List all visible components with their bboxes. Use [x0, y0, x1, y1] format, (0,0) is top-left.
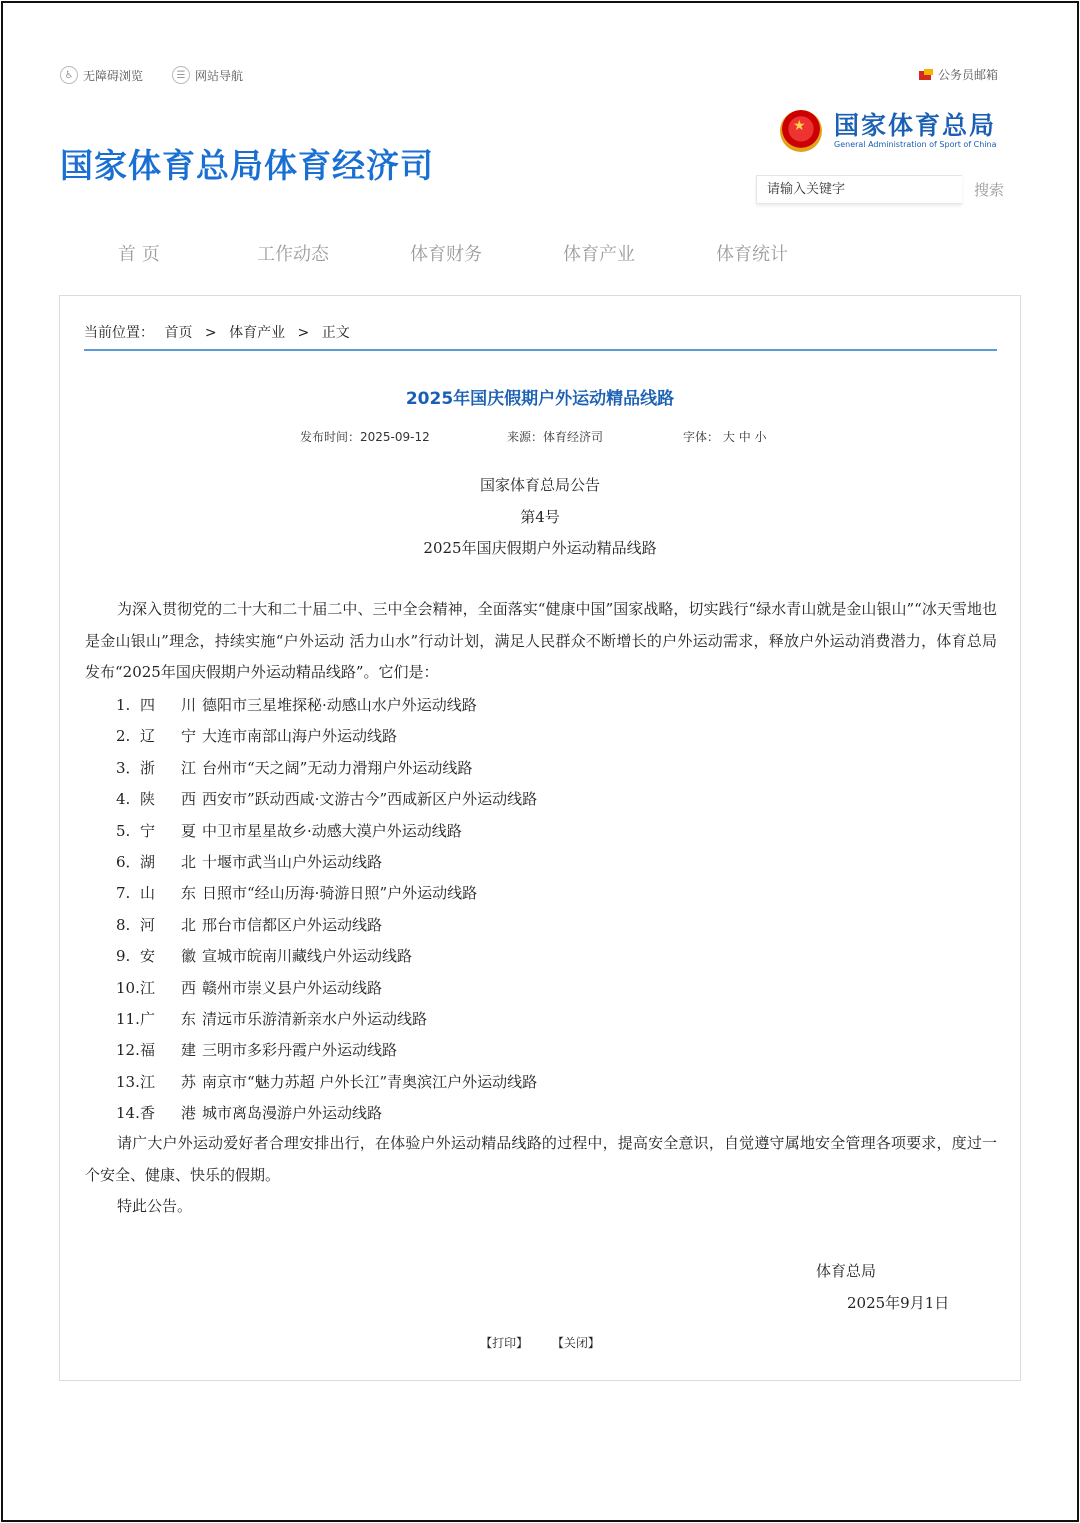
logo-text-cn: 国家体育总局: [834, 111, 997, 140]
route-province: 山东: [140, 884, 223, 903]
announce-number: 第4号: [520, 508, 560, 526]
breadcrumb-label: 当前位置：: [84, 325, 154, 341]
route-number: 1.: [116, 696, 131, 714]
nav-sport-finance[interactable]: 体育财务: [410, 244, 482, 265]
route-number: 10.: [116, 978, 140, 997]
route-item: [116, 1039, 397, 1060]
route-name: 大连市南部山海户外运动线路: [202, 727, 398, 746]
site-nav-link[interactable]: [172, 66, 243, 84]
route-number: 7.: [116, 884, 131, 903]
mail-icon: [919, 69, 933, 80]
route-number: 4.: [116, 790, 131, 809]
route-name: 宣城市皖南川藏线户外运动线路: [202, 947, 413, 966]
article-actions: [0, 1334, 1080, 1351]
route-name: 台州市“天之阔”无动力滑翔户外运动线路: [202, 758, 473, 777]
search-bar: [756, 174, 1018, 205]
route-item: [116, 945, 412, 966]
close-button[interactable]: 【关闭】: [551, 1336, 600, 1350]
route-name: 邢台市信都区户外运动线路: [202, 915, 383, 934]
route-name: 城市离岛漫游户外运动线路: [202, 1104, 383, 1123]
nav-home[interactable]: 首 页: [118, 244, 160, 265]
font-size-large[interactable]: 大: [722, 430, 735, 444]
sitemap-icon: ☰: [172, 66, 190, 84]
breadcrumb-sep: >: [204, 325, 217, 341]
route-province: 宁夏: [140, 821, 223, 840]
closing-paragraph: [85, 1128, 997, 1223]
route-name: 日照市“经山历海·骑游日照”户外运动线路: [202, 884, 478, 903]
announce-org: 国家体育总局公告: [479, 476, 600, 494]
logo-text-en: General Administration of Sport of China: [834, 140, 997, 149]
route-number: 3．: [116, 758, 141, 777]
route-province: 广东: [140, 1010, 223, 1028]
notice-text: 特此公告。: [117, 1197, 193, 1215]
route-item: [116, 725, 397, 746]
closing-text: 请广大户外运动爱好者合理安排出行，在体验户外运动精品线路的过程中，提高安全意识，自觉遵守属地安全管理各项要求，度过一个安全、健康、快乐的假期。: [85, 1134, 997, 1184]
route-province: 河北: [140, 915, 223, 934]
site-nav-label: 网站导航: [195, 68, 244, 83]
route-name: 西安市”跃动西咸·文游古今”西咸新区户外运动线路: [202, 790, 538, 809]
breadcrumb-divider: [84, 349, 997, 351]
route-number: 5.: [116, 821, 131, 840]
route-province: 江西: [140, 978, 223, 997]
print-button[interactable]: 【打印】: [480, 1336, 529, 1350]
route-item: [116, 1071, 537, 1092]
route-province: 香港: [140, 1104, 223, 1123]
route-item: [116, 757, 472, 778]
intro-text: 为深入贯彻党的二十大和二十届二中、三中全会精神，全面落实“健康中国”国家战略，切实践行“绿水青山就是金山银山”“冰天雪地也是金山银山”理念，持续实施“户外运动 活力山水”行动计划，满足人民群众不断增长的户外运动需求，释放户外运动消费潜力，体育总局发布“2025年国庆假期户外运动精品线路”。它们是：: [85, 600, 997, 681]
site-title: 国家体育总局体育经济司: [60, 146, 434, 185]
agency-logo[interactable]: [780, 110, 997, 152]
route-province: 江苏: [140, 1072, 223, 1091]
nav-sport-industry[interactable]: 体育产业: [563, 244, 635, 265]
route-name: 德阳市三星堆探秘·动感山水户外运动线路: [202, 696, 477, 714]
route-name: 赣州市崇义县户外运动线路: [202, 978, 383, 997]
mail-link[interactable]: [919, 66, 998, 83]
route-province: 辽宁: [140, 727, 223, 746]
route-item: [116, 820, 462, 841]
announce-title: 2025年国庆假期户外运动精品线路: [423, 539, 657, 557]
route-province: 湖北: [140, 853, 223, 871]
article-title: 2025年国庆假期户外运动精品线路: [405, 389, 675, 409]
route-item: [116, 914, 382, 935]
route-item: [116, 1008, 427, 1029]
breadcrumb: [84, 322, 350, 342]
accessibility-link[interactable]: [60, 66, 143, 84]
breadcrumb-home[interactable]: 首页: [164, 325, 193, 341]
route-province: 福建: [140, 1041, 223, 1060]
route-name: 南京市“魅力苏超 户外长江”青奥滨江户外运动线路: [202, 1072, 538, 1091]
breadcrumb-industry[interactable]: 体育产业: [229, 325, 286, 341]
route-item: [116, 882, 477, 903]
route-province: 四川: [140, 696, 223, 714]
nav-sport-statistics[interactable]: 体育统计: [716, 244, 788, 265]
accessibility-label: 无障碍浏览: [83, 68, 144, 83]
route-province: 浙江: [140, 758, 223, 777]
intro-paragraph: [85, 594, 997, 689]
route-item: [116, 1102, 382, 1123]
route-name: 三明市多彩丹霞户外运动线路: [202, 1041, 398, 1060]
route-number: 12.: [116, 1041, 140, 1060]
font-size-label: 字体：: [683, 430, 720, 444]
article-source: 来源：体育经济司: [507, 430, 604, 444]
national-emblem-icon: [780, 110, 822, 152]
route-province: 安徽: [140, 947, 223, 966]
route-name: 十堰市武当山户外运动线路: [202, 853, 383, 871]
route-name: 清远市乐游清新亲水户外运动线路: [202, 1010, 428, 1028]
breadcrumb-sep: >: [297, 325, 310, 341]
route-name: 中卫市星星故乡·动感大漠户外运动线路: [202, 821, 462, 840]
accessibility-icon: ♿: [60, 66, 78, 84]
search-button[interactable]: 搜索: [974, 181, 1005, 199]
font-size-medium[interactable]: 中: [738, 430, 751, 444]
route-province: 陕西: [140, 790, 223, 809]
route-number: 14.: [116, 1104, 140, 1123]
main-nav: [0, 240, 1080, 268]
route-number: 9.: [116, 947, 131, 966]
breadcrumb-current: 正文: [321, 325, 350, 341]
font-size-control: [683, 428, 767, 445]
nav-work-news[interactable]: 工作动态: [257, 244, 329, 265]
route-item: [116, 694, 477, 715]
route-item: [116, 788, 537, 809]
route-number: 8.: [116, 915, 131, 934]
route-number: 2.: [116, 727, 131, 746]
publish-time: 发布时间：2025-09-12: [300, 430, 430, 444]
sign-date: 2025年9月1日: [847, 1294, 950, 1312]
font-size-small[interactable]: 小: [754, 430, 767, 444]
search-input[interactable]: [756, 175, 962, 204]
mail-label: 公务员邮箱: [937, 68, 998, 82]
route-item: [116, 977, 382, 998]
route-number: 13.: [116, 1072, 140, 1091]
route-number: 11.: [116, 1010, 140, 1028]
signer: 体育总局: [816, 1262, 877, 1280]
route-item: [116, 851, 382, 872]
route-number: 6．: [116, 853, 141, 871]
